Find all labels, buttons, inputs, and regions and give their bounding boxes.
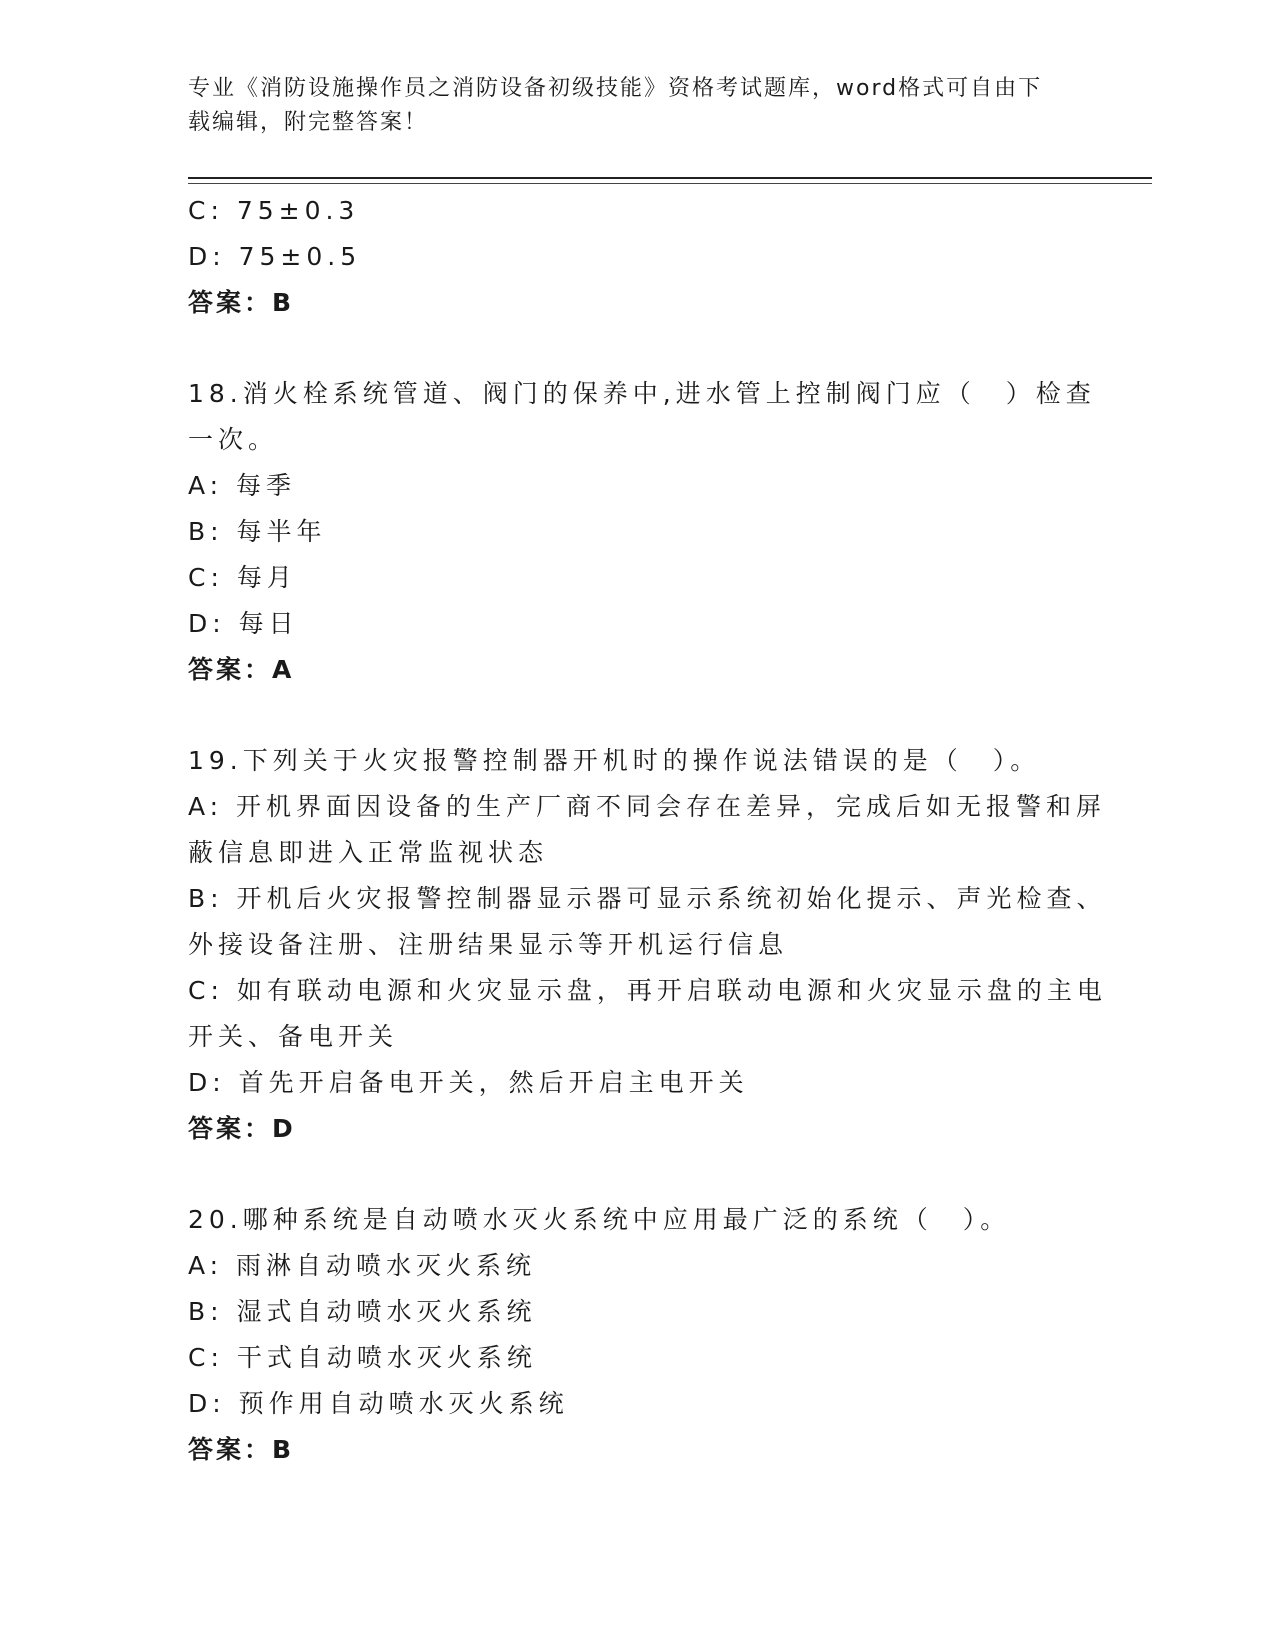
question-stem-line: 19.下列关于火灾报警控制器开机时的操作说法错误的是（ ）。 xyxy=(188,746,1041,775)
document-body xyxy=(188,188,1107,1473)
option-line: A: 开机界面因设备的生产厂商不同会存在差异，完成后如无报警和屏 xyxy=(188,792,1107,821)
option-line-continued: 外接设备注册、注册结果显示等开机运行信息 xyxy=(188,930,789,959)
option-line: B: 每半年 xyxy=(188,517,327,546)
question-18 xyxy=(188,371,1096,693)
option-line: D: 75±0.5 xyxy=(188,242,362,271)
answer-line: 答案：A xyxy=(188,655,295,684)
option-line: C: 如有联动电源和火灾显示盘，再开启联动电源和火灾显示盘的主电 xyxy=(188,976,1107,1005)
option-line: C: 干式自动喷水灭火系统 xyxy=(188,1343,537,1372)
option-line: C: 75±0.3 xyxy=(188,196,360,225)
answer-line: 答案：B xyxy=(188,1435,295,1464)
question-stem-line: 一次。 xyxy=(188,425,279,454)
question-19 xyxy=(188,738,1107,1152)
option-line: A: 雨淋自动喷水灭火系统 xyxy=(188,1251,537,1280)
option-line: D: 首先开启备电开关，然后开启主电开关 xyxy=(188,1068,749,1097)
option-line: D: 每日 xyxy=(188,609,299,638)
option-line: C: 每月 xyxy=(188,563,297,592)
option-line: D: 预作用自动喷水灭火系统 xyxy=(188,1389,569,1418)
document-header xyxy=(188,72,1068,140)
option-line-continued: 开关、备电开关 xyxy=(188,1022,399,1051)
header-divider-thick xyxy=(188,177,1152,179)
answer-line: 答案：D xyxy=(188,1114,296,1143)
option-line-continued: 蔽信息即进入正常监视状态 xyxy=(188,838,549,867)
question-stem-line: 18.消火栓系统管道、阀门的保养中,进水管上控制阀门应（ ）检查 xyxy=(188,379,1096,408)
option-line: B: 湿式自动喷水灭火系统 xyxy=(188,1297,537,1326)
question-stem-line: 20.哪种系统是自动喷水灭火系统中应用最广泛的系统（ ）。 xyxy=(188,1205,1011,1234)
carryover-question xyxy=(188,188,1088,326)
header-line-1: 专业《消防设施操作员之消防设备初级技能》资格考试题库，word格式可自由下 xyxy=(188,76,1043,101)
option-line: A: 每季 xyxy=(188,471,297,500)
question-20 xyxy=(188,1197,1088,1473)
header-divider-thin xyxy=(188,183,1152,184)
header-line-2: 载编辑，附完整答案！ xyxy=(188,110,429,135)
option-line: B: 开机后火灾报警控制器显示器可显示系统初始化提示、声光检查、 xyxy=(188,884,1107,913)
answer-line: 答案：B xyxy=(188,288,295,317)
